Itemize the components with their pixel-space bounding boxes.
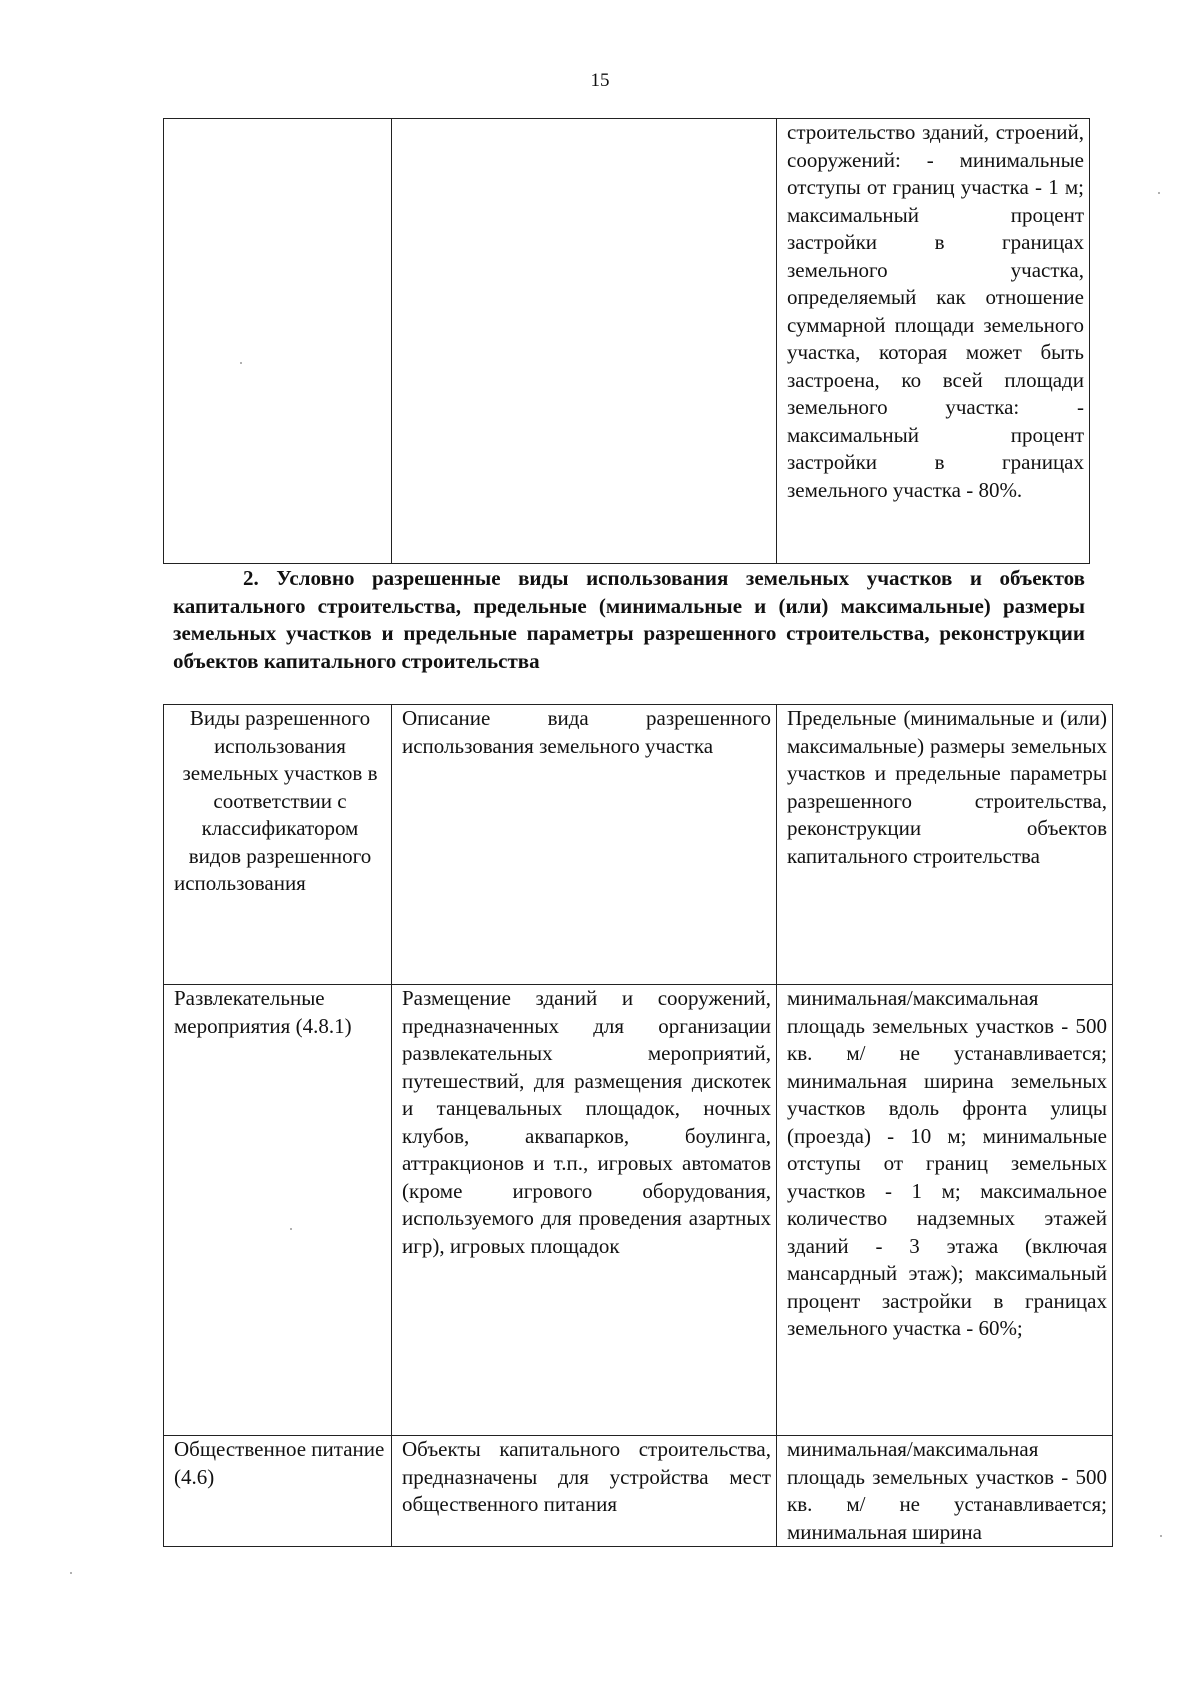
scan-speck [240,362,242,364]
header-cell-use-type [164,705,392,985]
page-number: 15 [590,70,610,91]
conditional-use-table [163,704,1113,1547]
table-row [164,985,1113,1436]
scan-speck [290,1228,292,1230]
section-heading: 2. Условно разрешенные виды использования земельных участков и объектов капитального строительства, предельные (минимальные и (или) максимальные) размеры земельных участков и предельные параметры разрешенного строительства, реконструкции объектов капитального строительства [173,566,1085,673]
cell-use-type: Общественное питание (4.6) [164,1436,392,1547]
cell-use-type: Развлекательные мероприятия (4.8.1) [164,985,392,1436]
cell-description: Размещение зданий и сооружений, предназначенных для организации развлекательных мероприятий, путешествий, для размещения дискотек и танцевальных площадок, ночных клубов, аквапарков, боулинга, аттракционов и т.п., игровых автоматов (кроме игрового оборудования, используемого для проведения азартных игр), игровых площадок [392,985,777,1436]
header-cell-description: Описание вида разрешенного использования земельного участка [392,705,777,985]
scan-speck [1158,192,1160,194]
table-cell-parameters: строительство зданий, строений, сооружений: - минимальные отступы от границ участка - 1 м; максимальный процент застройки в границах земельного участка, определяемый как отношение суммарной площади земельного участка, которая может быть застроена, ко всей площади земельного участка: - максимальный процент застройки в границах земельного участка - 80%. [777,119,1090,564]
table-header-row [164,705,1113,985]
table-row [164,1436,1113,1547]
cell-parameters: минимальная/максимальная площадь земельных участков - 500 кв. м/ не устанавливается; минимальная ширина [777,1436,1113,1547]
continued-table [163,118,1090,564]
header-text: Виды разрешенного использования земельных участков в соответствии с классификатором видов разрешенного использования [174,706,378,895]
cell-description: Объекты капитального строительства, предназначены для устройства мест общественного питания [392,1436,777,1547]
cell-parameters: минимальная/максимальная площадь земельных участков - 500 кв. м/ не устанавливается; минимальная ширина земельных участков вдоль фронта улицы (проезда) - 10 м; минимальные отступы от границ земельных участков - 1 м; максимальное количество надземных этажей зданий - 3 этажа (включая мансардный этаж); максимальный процент застройки в границах земельного участка - 60%; [777,985,1113,1436]
scan-speck [70,1572,72,1574]
table-cell-empty-1 [164,119,392,564]
table-row [164,119,1090,564]
scan-speck [1160,1535,1162,1537]
header-cell-parameters: Предельные (минимальные и (или) максимальные) размеры земельных участков и предельные параметры разрешенного строительства, реконструкции объектов капитального строительства [777,705,1113,985]
table-cell-empty-2 [392,119,777,564]
